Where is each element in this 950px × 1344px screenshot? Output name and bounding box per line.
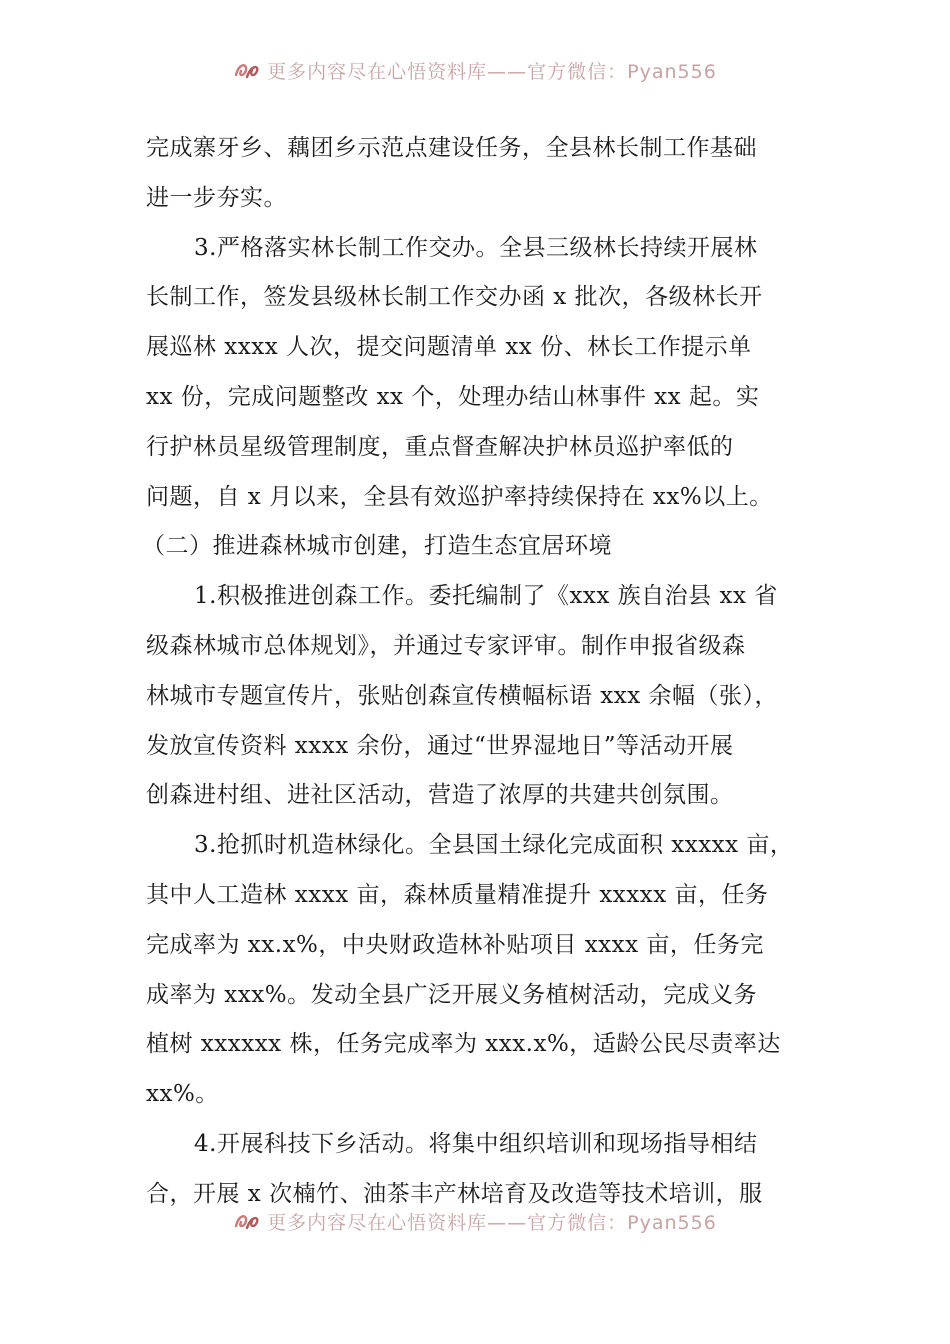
section-heading: （二）推进森林城市创建，打造生态宜居环境 [142,533,612,560]
text-line: 展巡林 xxxx 人次，提交问题清单 xx 份、林长工作提示单 [146,334,752,361]
text-line: 发放宣传资料 xxxx 余份，通过“世界湿地日”等活动开展 [146,732,734,759]
text-line: 其中人工造林 xxxx 亩，森林质量精准提升 xxxxx 亩，任务 [146,881,769,908]
text-line: 植树 xxxxxx 株，任务完成率为 xxx.x%，适龄公民尽责率达 [146,1031,781,1058]
text-line: 长制工作，签发县级林长制工作交办函 x 批次，各级林长开 [146,284,763,311]
watermark-logo-icon [233,1210,261,1232]
text-line: xx%。 [146,1081,219,1108]
watermark-text: 更多内容尽在心悟资料库——官方微信：Pyan556 [267,1211,717,1234]
text-line: 进一步夯实。 [146,184,287,211]
watermark-logo-icon [233,59,261,81]
paragraph-start-line: 3.严格落实林长制工作交办。全县三级林长持续开展林 [194,234,758,261]
document-body [142,124,826,1220]
watermark-bottom [0,1206,950,1236]
paragraph-start-line: 1.积极推进创森工作。委托编制了《xxx 族自治县 xx 省 [194,583,778,610]
paragraph-start-line: 3.抢抓时机造林绿化。全县国土绿化完成面积 xxxxx 亩， [194,832,794,859]
watermark-top [0,55,950,85]
text-line: 级森林城市总体规划》，并通过专家评审。制作申报省级森 [146,632,746,659]
text-line: 完成寨牙乡、藕团乡示范点建设任务，全县林长制工作基础 [146,135,757,161]
text-line: 问题，自 x 月以来，全县有效巡护率持续保持在 xx%以上。 [146,483,773,510]
text-line: xx 份，完成问题整改 xx 个，处理办结山林事件 xx 起。实 [146,383,760,410]
watermark-text: 更多内容尽在心悟资料库——官方微信：Pyan556 [267,60,717,83]
text-line: 完成率为 xx.x%，中央财政造林补贴项目 xxxx 亩，任务完 [146,931,764,958]
paragraph-start-line: 4.开展科技下乡活动。将集中组织培训和现场指导相结 [194,1130,758,1157]
text-line: 行护林员星级管理制度，重点督查解决护林员巡护率低的 [146,433,734,460]
text-line: 合，开展 x 次楠竹、油茶丰产林培育及改造等技术培训，服 [146,1180,763,1207]
text-line: 林城市专题宣传片，张贴创森宣传横幅标语 xxx 余幅（张）， [146,682,779,709]
text-line: 创森进村组、进社区活动，营造了浓厚的共建共创氛围。 [146,782,734,809]
text-line: 成率为 xxx%。发动全县广泛开展义务植树活动，完成义务 [146,981,758,1008]
